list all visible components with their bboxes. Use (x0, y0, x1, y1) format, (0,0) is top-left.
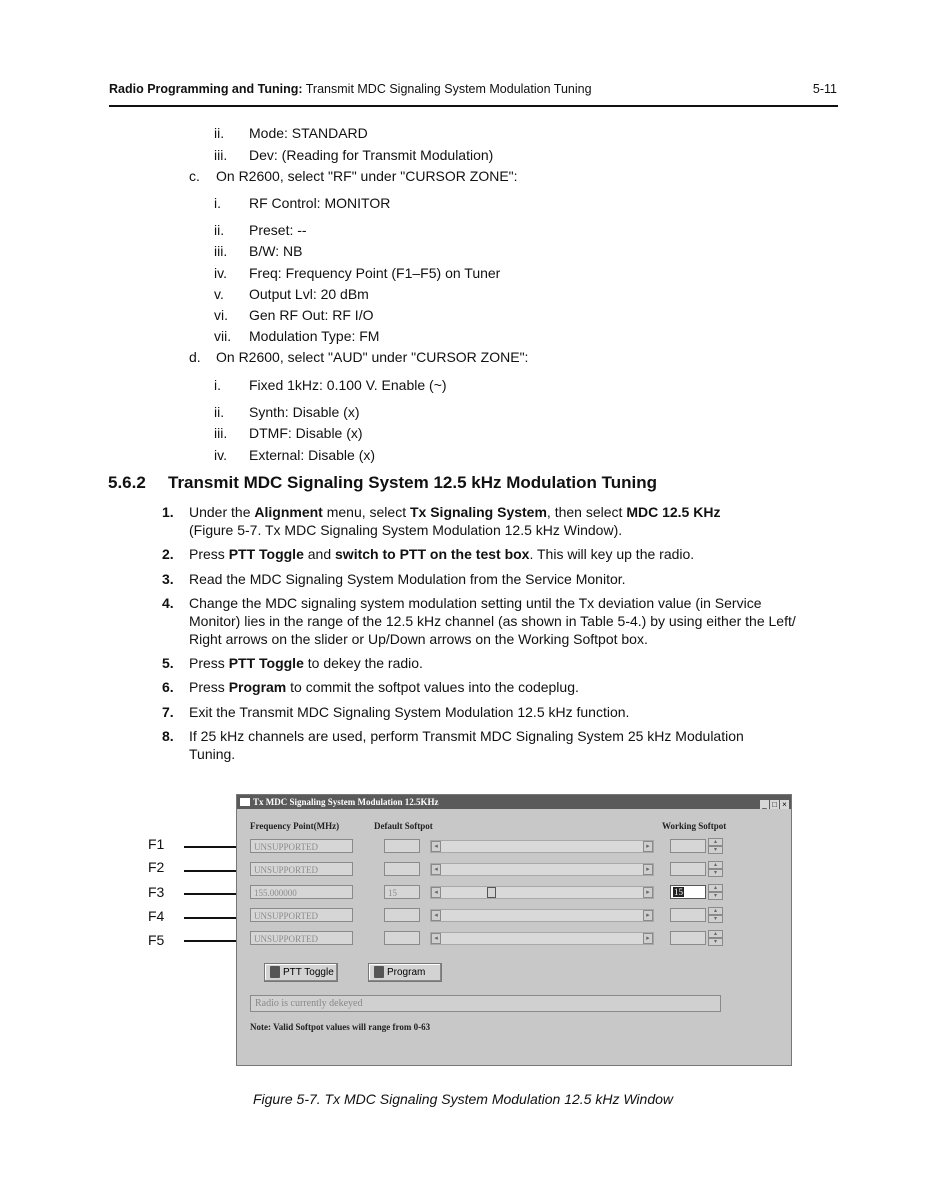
column-header-default: Default Softpot (374, 821, 433, 831)
frequency-field: UNSUPPORTED (250, 908, 353, 922)
column-header-frequency: Frequency Point(MHz) (250, 821, 340, 831)
list-num: i. (214, 195, 221, 211)
frequency-field: UNSUPPORTED (250, 931, 353, 945)
working-softpot-input[interactable] (670, 862, 706, 876)
list-num: v. (214, 286, 224, 302)
spin-up-icon[interactable]: ▴ (708, 838, 723, 846)
step-number: 4. (162, 595, 174, 611)
minimize-button[interactable]: _ (760, 800, 769, 809)
list-num: iii. (214, 243, 228, 259)
default-softpot-field (384, 862, 420, 876)
slider-right-arrow-icon[interactable]: ▸ (643, 933, 653, 944)
close-button[interactable]: × (780, 800, 789, 809)
page-number: 5-11 (812, 82, 837, 96)
list-item: Freq: Frequency Point (F1–F5) on Tuner (249, 265, 501, 281)
frequency-field: UNSUPPORTED (250, 862, 353, 876)
status-field: Radio is currently dekeyed (250, 995, 721, 1012)
step-text: Press Program to commit the softpot values into the codeplug. (189, 679, 579, 695)
list-num: vi. (214, 307, 228, 323)
softpot-slider[interactable] (430, 932, 654, 945)
frequency-field: UNSUPPORTED (250, 839, 353, 853)
column-header-working: Working Softpot (662, 821, 727, 831)
spin-up-icon[interactable]: ▴ (708, 861, 723, 869)
step-number: 1. (162, 504, 174, 520)
list-num: iv. (214, 447, 227, 463)
window-title: Tx MDC Signaling System Modulation 12.5KHz (253, 797, 439, 807)
spin-down-icon[interactable]: ▾ (708, 869, 723, 877)
header-rule (109, 105, 838, 107)
list-item: Dev: (Reading for Transmit Modulation) (249, 147, 494, 163)
slider-left-arrow-icon[interactable]: ◂ (431, 864, 441, 875)
softpot-slider[interactable] (430, 909, 654, 922)
working-softpot-spinner[interactable] (708, 907, 723, 923)
radio-icon (374, 966, 384, 978)
working-softpot-input[interactable]: 15 (670, 885, 706, 899)
section-number: 5.6.2 (108, 473, 146, 492)
slider-right-arrow-icon[interactable]: ▸ (643, 864, 653, 875)
freq-label-f5: F5 (148, 932, 165, 948)
freq-label-f4: F4 (148, 908, 165, 924)
list-item: Mode: STANDARD (249, 125, 368, 141)
step-text: Press PTT Toggle to dekey the radio. (189, 655, 423, 671)
list-num: i. (214, 377, 221, 393)
step-text: Under the Alignment menu, select Tx Signaling System, then select MDC 12.5 KHz (189, 504, 721, 520)
spin-down-icon[interactable]: ▾ (708, 915, 723, 923)
step-text: Monitor) lies in the range of the 12.5 kHz channel (as shown in Table 5-4.) by using either the Left/ (189, 613, 796, 629)
softpot-note: Note: Valid Softpot values will range from 0-63 (250, 1022, 431, 1032)
softpot-slider[interactable] (430, 863, 654, 876)
list-item: Preset: -- (249, 222, 307, 238)
list-num: iii. (214, 147, 228, 163)
step-number: 8. (162, 728, 174, 744)
slider-thumb[interactable] (487, 887, 496, 898)
working-softpot-spinner[interactable] (708, 930, 723, 946)
default-softpot-field (384, 839, 420, 853)
step-number: 2. (162, 546, 174, 562)
working-softpot-spinner[interactable] (708, 884, 723, 900)
slider-right-arrow-icon[interactable]: ▸ (643, 887, 653, 898)
header-section-title: Transmit MDC Signaling System Modulation Tuning (302, 82, 592, 96)
maximize-button[interactable]: □ (770, 800, 779, 809)
list-num: ii. (214, 404, 225, 420)
list-item: B/W: NB (249, 243, 303, 259)
working-softpot-input[interactable] (670, 931, 706, 945)
softpot-slider[interactable] (430, 886, 654, 899)
figure-caption: Figure 5-7. Tx MDC Signaling System Modulation 12.5 kHz Window (252, 1091, 674, 1107)
window-titlebar (237, 795, 791, 809)
list-item: Gen RF Out: RF I/O (249, 307, 374, 323)
step-number: 5. (162, 655, 174, 671)
spin-up-icon[interactable]: ▴ (708, 907, 723, 915)
step-number: 7. (162, 704, 174, 720)
step-text: Tuning. (189, 746, 236, 762)
step-text: Change the MDC signaling system modulation setting until the Tx deviation value (in Service (189, 595, 762, 611)
slider-left-arrow-icon[interactable]: ◂ (431, 933, 441, 944)
freq-label-f2: F2 (148, 859, 165, 875)
freq-label-f3: F3 (148, 884, 165, 900)
radio-icon (270, 966, 280, 978)
spin-down-icon[interactable]: ▾ (708, 892, 723, 900)
header-section-bold: Radio Programming and Tuning: (109, 82, 303, 96)
window-controls (759, 797, 789, 807)
list-item: Modulation Type: FM (249, 328, 380, 344)
page-header (109, 82, 837, 96)
list-item: Fixed 1kHz: 0.100 V. Enable (~) (249, 377, 447, 393)
slider-left-arrow-icon[interactable]: ◂ (431, 910, 441, 921)
section-title: Transmit MDC Signaling System 12.5 kHz Modulation Tuning (168, 473, 657, 492)
frequency-field: 155.000000 (250, 885, 353, 899)
slider-left-arrow-icon[interactable]: ◂ (431, 887, 441, 898)
list-item: Synth: Disable (x) (249, 404, 360, 420)
step-text: Right arrows on the slider or Up/Down arrows on the Working Softpot box. (189, 631, 648, 647)
program-button[interactable]: Program (368, 963, 442, 982)
slider-right-arrow-icon[interactable]: ▸ (643, 841, 653, 852)
softpot-window (236, 794, 792, 1066)
softpot-slider[interactable] (430, 840, 654, 853)
working-softpot-input[interactable] (670, 908, 706, 922)
step-text: Read the MDC Signaling System Modulation from the Service Monitor. (189, 571, 626, 587)
slider-left-arrow-icon[interactable]: ◂ (431, 841, 441, 852)
spin-up-icon[interactable]: ▴ (708, 930, 723, 938)
spin-up-icon[interactable]: ▴ (708, 884, 723, 892)
working-softpot-input[interactable] (670, 839, 706, 853)
default-softpot-field (384, 931, 420, 945)
list-num: iv. (214, 265, 227, 281)
slider-right-arrow-icon[interactable]: ▸ (643, 910, 653, 921)
working-softpot-spinner[interactable] (708, 838, 723, 854)
freq-label-f1: F1 (148, 836, 165, 852)
list-item: RF Control: MONITOR (249, 195, 391, 211)
step-number: 6. (162, 679, 174, 695)
step-text: If 25 kHz channels are used, perform Transmit MDC Signaling System 25 kHz Modulation (189, 728, 744, 744)
step-number: 3. (162, 571, 174, 587)
list-num: d. (189, 349, 201, 365)
list-item: External: Disable (x) (249, 447, 376, 463)
working-softpot-spinner[interactable] (708, 861, 723, 877)
ptt-toggle-button[interactable]: PTT Toggle (264, 963, 338, 982)
list-num: ii. (214, 222, 225, 238)
list-item: Output Lvl: 20 dBm (249, 286, 369, 302)
default-softpot-field: 15 (384, 885, 420, 899)
list-item: On R2600, select "AUD" under "CURSOR ZONE": (216, 349, 529, 365)
list-num: iii. (214, 425, 228, 441)
list-num: ii. (214, 125, 225, 141)
default-softpot-field (384, 908, 420, 922)
step-text: Press PTT Toggle and switch to PTT on the test box. This will key up the radio. (189, 546, 695, 562)
list-item: DTMF: Disable (x) (249, 425, 363, 441)
window-menu-icon[interactable] (240, 798, 250, 806)
step-text: Exit the Transmit MDC Signaling System Modulation 12.5 kHz function. (189, 704, 630, 720)
list-num: vii. (214, 328, 232, 344)
step-text: (Figure 5-7. Tx MDC Signaling System Modulation 12.5 kHz Window). (189, 522, 623, 538)
list-item: On R2600, select "RF" under "CURSOR ZONE": (216, 168, 518, 184)
list-num: c. (189, 168, 200, 184)
spin-down-icon[interactable]: ▾ (708, 846, 723, 854)
spin-down-icon[interactable]: ▾ (708, 938, 723, 946)
